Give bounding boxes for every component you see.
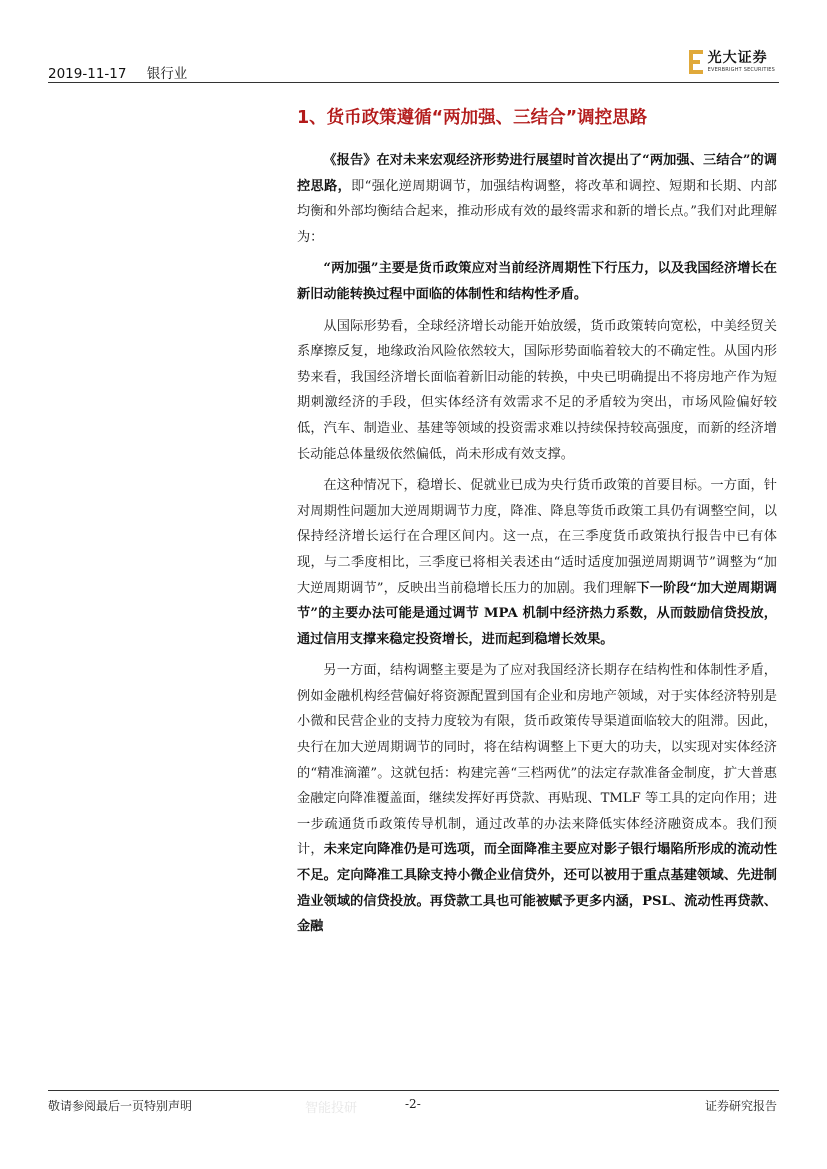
emphasis-text: 《报告》在对未来宏观经济形势进行展望时首次提出了“两加强、三结合”的调控思路，: [297, 153, 777, 194]
report-header: [48, 62, 187, 82]
paragraph-text: 从国际形势看，全球经济增长动能开始放缓，货币政策转向宽松，中美经贸关系摩擦反复，地缘政治风险依然较大，国际形势面临着较大的不确定性。从国内形势来看，我国经济增长面临着新旧动能的转换，中央已明确提出不将房地产作为短期刺激经济的手段，但实体经济有效需求不足的矛盾较为突出，市场风险偏好较低，汽车、制造业、基建等领域的投资需求难以持续保持较高强度，而新的经济增长动能总体量级依然偏低，尚未形成有效支撑。: [297, 318, 777, 462]
header-divider: [48, 82, 779, 83]
logo-name-en: EVERBRIGHT SECURITIES: [707, 67, 775, 73]
body-paragraph: [297, 256, 777, 307]
report-body: [297, 148, 777, 940]
logo-name-cn: 光大证券: [707, 50, 768, 66]
body-paragraph: [297, 314, 777, 468]
paragraph-text: 另一方面，结构调整主要是为了应对我国经济长期存在结构性和体制性矛盾，例如金融机构经营偏好将资源配置到国有企业和房地产领域，对于实体经济特别是小微和民营企业的支持力度较为有限，货币政策传导渠道面临较大的阻滞。因此，央行在加大逆周期调节的同时，将在结构调整上下更大的功夫，以实现对实体经济的“精准滴灌”。这就包括：构建完善“三档两优”的法定存款准备金制度，扩大普惠金融定向降准覆盖面，继续发挥好再贷款、再贴现、TMLF 等工具的定向作用；进一步疏通货币政策传导机制，通过改革的办法来降低实体经济融资成本。我们预计，: [297, 663, 777, 858]
footer-watermark: 智能投研: [305, 1101, 358, 1116]
footer-disclaimer: 敬请参阅最后一页特别声明: [48, 1099, 193, 1113]
footer-divider: [48, 1090, 779, 1091]
body-paragraph: [297, 473, 777, 652]
page-number: -2-: [405, 1097, 421, 1111]
footer-report-type: 证券研究报告: [704, 1099, 777, 1113]
industry-label: 银行业: [146, 66, 188, 82]
paragraph-text: 即“强化逆周期调节，加强结构调整，将改革和调控、短期和长期、内部均衡和外部均衡结合起来，推动形成有效的最终需求和新的增长点。”我们对此理解为：: [297, 178, 777, 245]
body-paragraph: [297, 658, 777, 940]
report-date: 2019-11-17: [48, 66, 127, 82]
emphasis-text: 未来定向降准仍是可选项，而全面降准主要应对影子银行塌陷所形成的流动性不足。定向降准工具除支持小微企业信贷外，还可以被用于重点基建领域、先进制造业领域的信贷投放。再贷款工具也可能被赋予更多内涵，PSL、流动性再贷款、金融: [297, 842, 778, 935]
company-logo: [689, 50, 775, 74]
everbright-logo-icon: [689, 50, 704, 74]
emphasis-text: 下一阶段“加大逆周期调节”的主要办法可能是通过调节 MPA 机制中经济热力系数，从而鼓励信贷投放，通过信用支撑来稳定投资增长，进而起到稳增长效果。: [297, 580, 777, 647]
section-title: 1、货币政策遵循“两加强、三结合”调控思路: [297, 108, 648, 128]
paragraph-text: 在这种情况下，稳增长、促就业已成为央行货币政策的首要目标。一方面，针对周期性问题加大逆周期调节力度，降准、降息等货币政策工具仍有调整空间，以保持经济增长运行在合理区间内。这一点，在三季度货币政策执行报告中已有体现，与二季度相比，三季度已将相关表述由“适时适度加强逆周期调节”调整为“加大逆周期调节”，反映出当前稳增长压力的加剧。我们理解: [297, 478, 777, 596]
emphasis-text: “两加强”主要是货币政策应对当前经济周期性下行压力，以及我国经济增长在新旧动能转换过程中面临的体制性和结构性矛盾。: [297, 261, 777, 302]
body-paragraph: [297, 148, 777, 250]
